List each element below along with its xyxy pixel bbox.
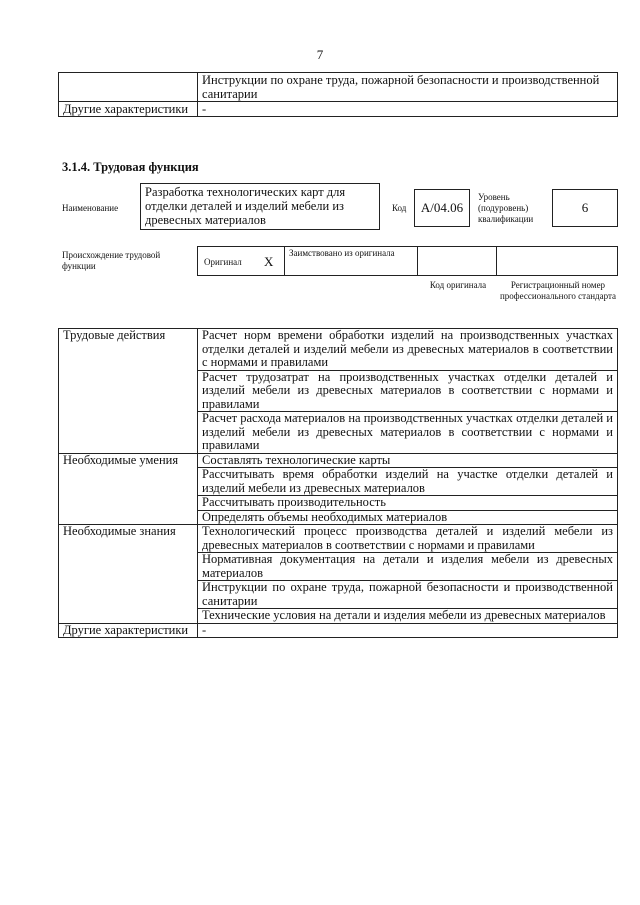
group-label-actions: Трудовые действия — [59, 329, 198, 454]
original-cell — [197, 246, 285, 276]
row-label — [59, 73, 198, 102]
top-characteristics-table — [58, 72, 618, 117]
list-item: Нормативная документация на детали и изделия мебели из древесных материалов — [198, 553, 618, 581]
page-number: 7 — [316, 47, 324, 62]
table-row — [59, 525, 618, 553]
origin-label: Происхождение трудовой функции — [62, 250, 161, 271]
level-value-box: 6 — [552, 189, 618, 227]
list-item: Расчет норм времени обработки изделий на производственных участках отделки деталей и изделий мебели из древесных материалов в соответствии с нормами и правилами — [198, 329, 618, 371]
list-item: Определять объемы необходимых материалов — [198, 510, 618, 525]
list-item: Рассчитывать время обработки изделий на участке отделки деталей и изделий мебели из древесных материалов — [198, 468, 618, 496]
table-row — [59, 102, 618, 117]
table-row — [59, 73, 618, 102]
table-row — [59, 329, 618, 371]
code-label: Код — [392, 203, 407, 213]
list-item: Технологический процесс производства деталей и изделий мебели из древесных материалов в соответствии с нормами и правилами — [198, 525, 618, 553]
list-item: Расчет расхода материалов на производственных участках отделки деталей и изделий мебели из древесных материалов в соответствии с нормами и правилами — [198, 412, 618, 454]
function-code-box: А/04.06 — [414, 189, 470, 227]
labor-function-table — [58, 328, 618, 638]
registration-number-cell — [496, 246, 618, 276]
list-item: Технические условия на детали и изделия мебели из древесных материалов — [198, 609, 618, 624]
original-code-cell — [417, 246, 497, 276]
function-name-box: Разработка технологических карт для отделки деталей и изделий мебели из древесных материалов — [140, 183, 380, 230]
group-label-skills: Необходимые умения — [59, 453, 198, 525]
list-item: Расчет трудозатрат на производственных участках отделки деталей и изделий мебели из древесных материалов в соответствии с нормами и правилами — [198, 370, 618, 412]
table-row — [59, 453, 618, 468]
list-item: Составлять технологические карты — [198, 453, 618, 468]
list-item: Инструкции по охране труда, пожарной безопасности и производственной санитарии — [198, 581, 618, 609]
original-label: Оригинал — [204, 257, 242, 267]
group-label-other: Другие характеристики — [59, 623, 198, 638]
level-label: Уровень (подуровень) квалификации — [478, 192, 534, 224]
list-item: - — [198, 623, 618, 638]
original-mark: Х — [264, 254, 274, 269]
section-title: 3.1.4. Трудовая функция — [62, 160, 199, 174]
code-original-caption: Код оригинала — [429, 280, 487, 290]
borrowed-cell: Заимствовано из оригинала — [284, 246, 418, 276]
registration-number-caption: Регистрационный номер профессионального стандарта — [499, 280, 617, 301]
row-label: Другие характеристики — [59, 102, 198, 117]
table-row — [59, 623, 618, 638]
name-label: Наименование — [62, 203, 119, 213]
row-text: - — [198, 102, 618, 117]
row-text: Инструкции по охране труда, пожарной безопасности и производственной санитарии — [198, 73, 618, 102]
list-item: Рассчитывать производительность — [198, 496, 618, 511]
group-label-knowledge: Необходимые знания — [59, 525, 198, 624]
